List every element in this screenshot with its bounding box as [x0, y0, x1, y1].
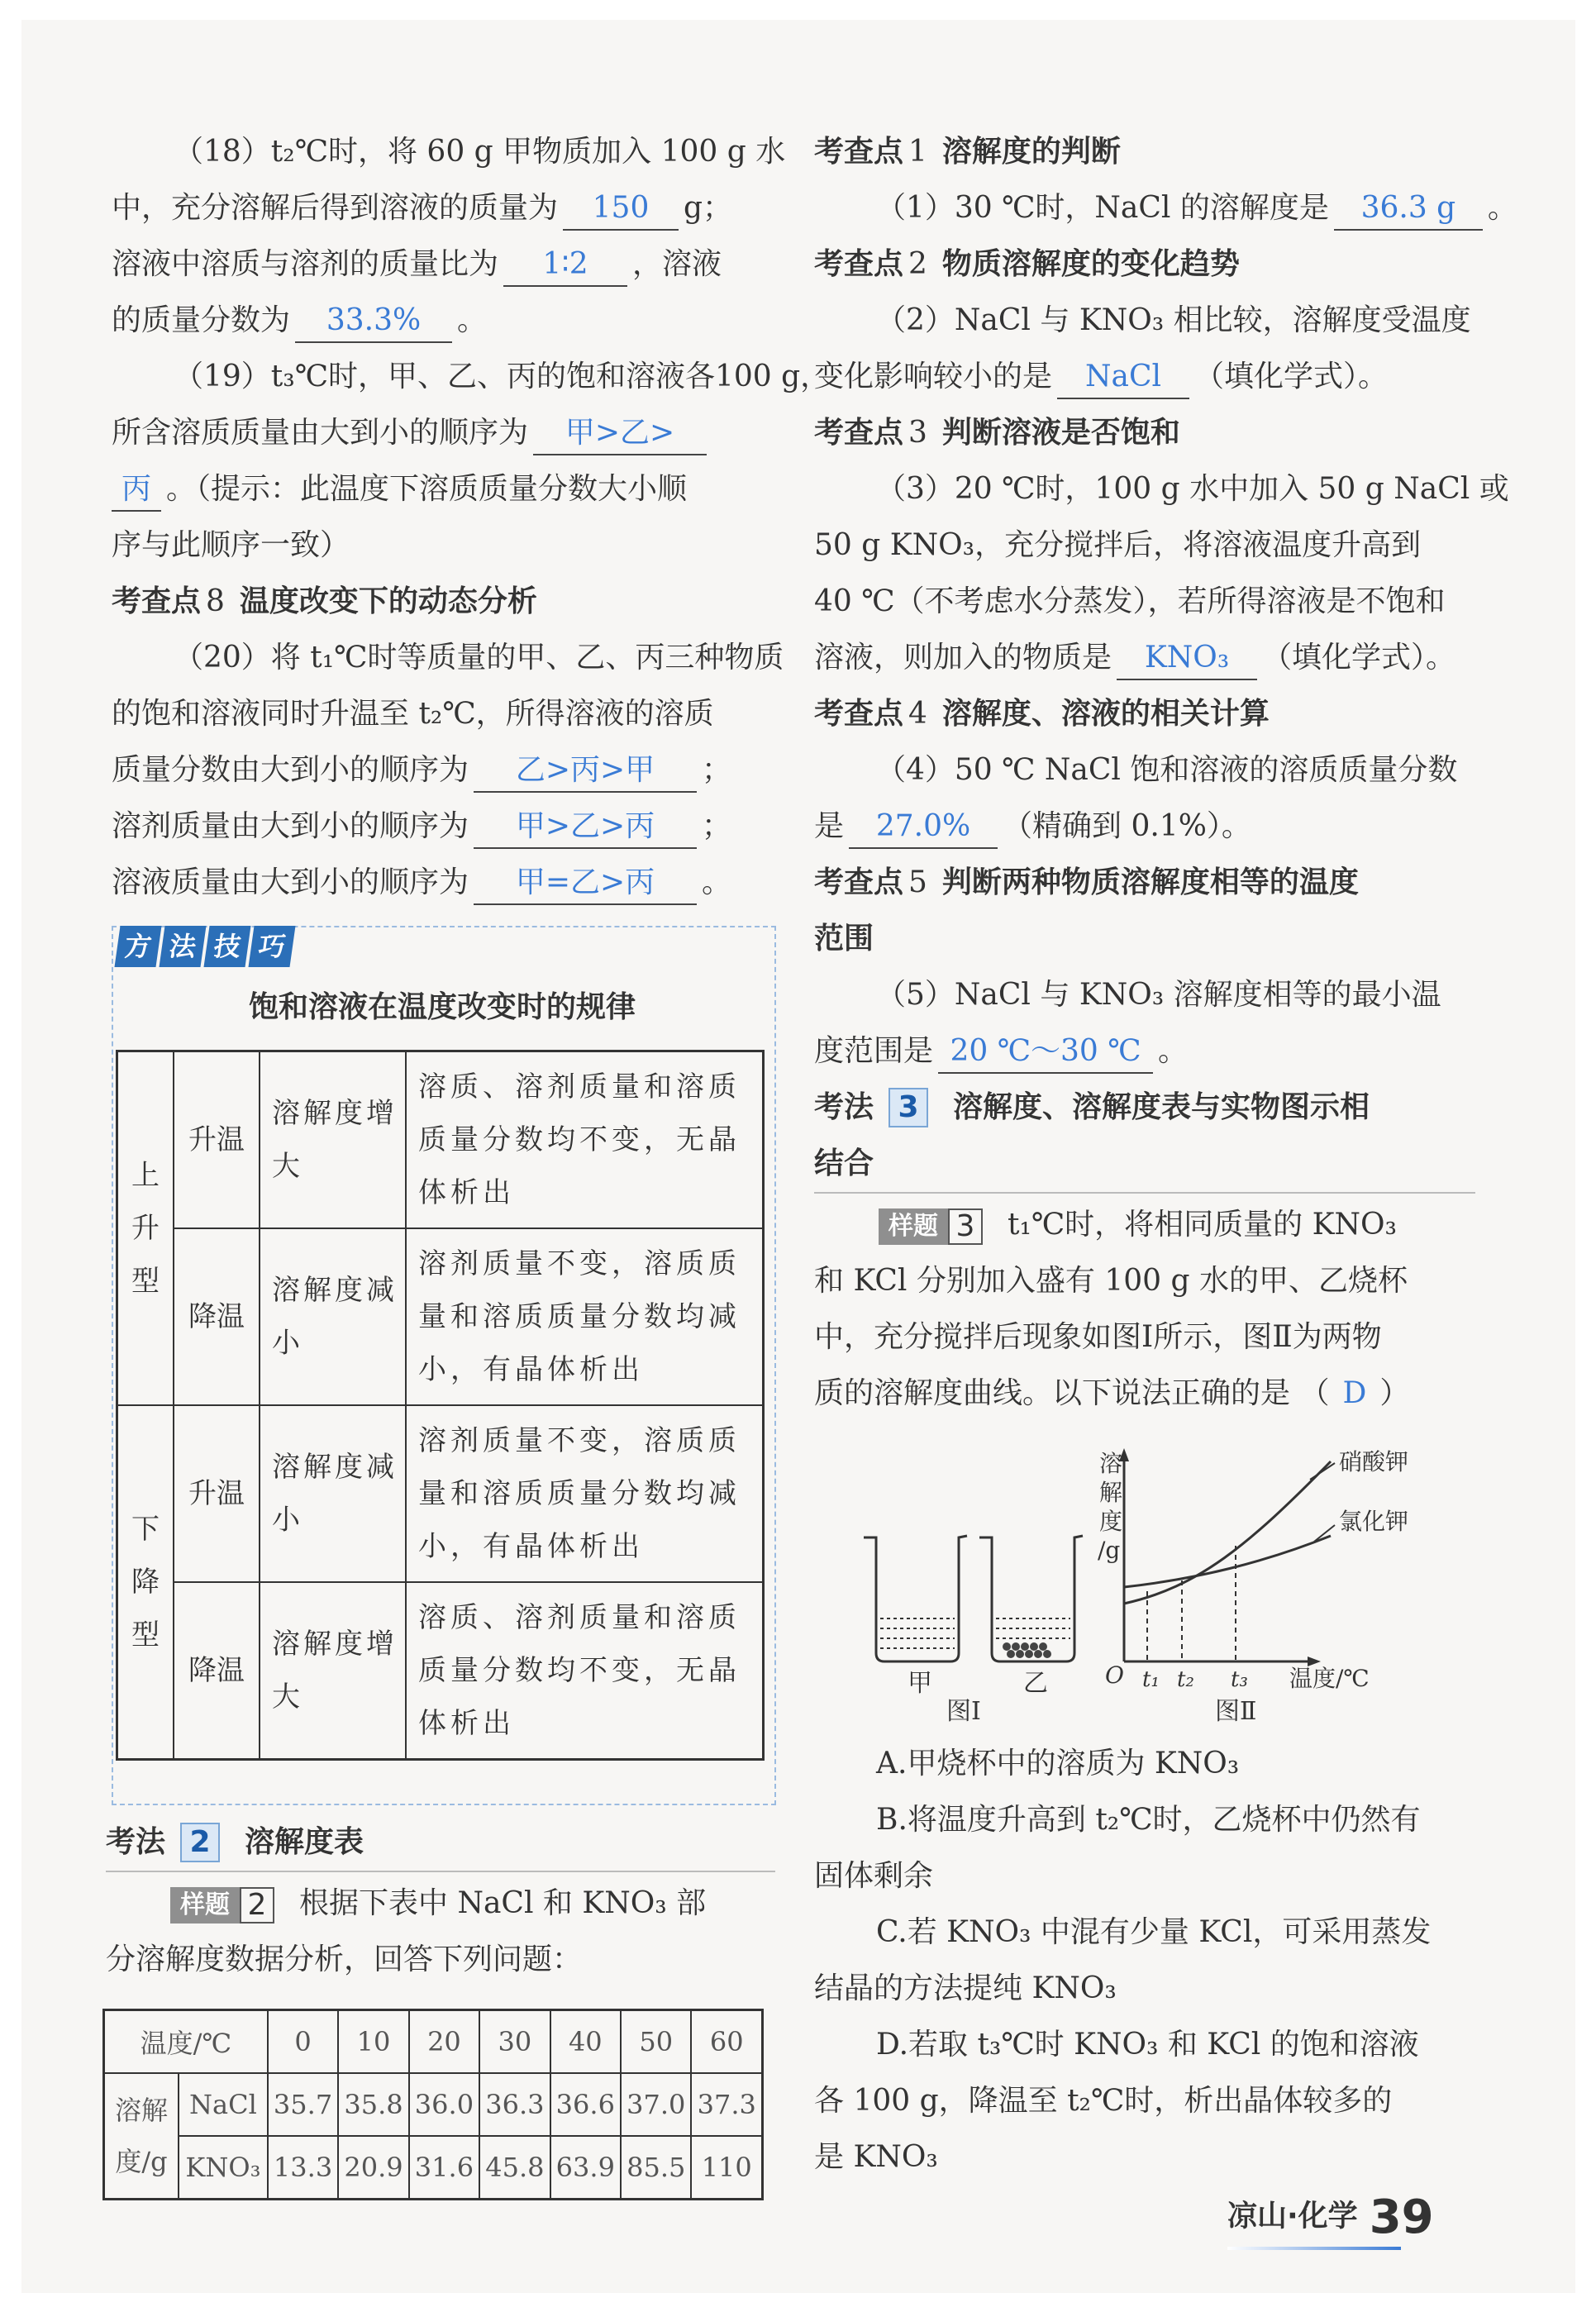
header-cell: 40 — [550, 2010, 621, 2074]
table-row — [117, 1405, 764, 1582]
sample-badge: 样题 — [879, 1208, 948, 1245]
q19-line2: 所含溶质质量由大到小的顺序为 甲>乙> — [112, 405, 777, 461]
method3-heading-cont: 结合 — [814, 1136, 1475, 1194]
kcl-curve — [1124, 1536, 1331, 1587]
y-label: 解 — [1099, 1479, 1123, 1506]
sample3-line3: 中，充分搅拌后现象如图Ⅰ所示，图Ⅱ为两物 — [814, 1320, 1382, 1354]
sample2-line2: 分溶解度数据分析，回答下列问题： — [106, 1943, 583, 1976]
beaker-jia — [864, 1536, 967, 1661]
q20-answer-2: 甲>乙>丙 — [474, 806, 697, 849]
q4-line1: （4）50 ℃ NaCl 饱和溶液的溶质质量分数 — [876, 753, 1458, 787]
left-column — [112, 124, 831, 911]
q3-line4: 溶液，则加入的物质是 KNO₃ （填化学式）。 — [814, 630, 1475, 686]
value-cell: 35.7 — [268, 2073, 338, 2136]
value-cell: 63.9 — [550, 2136, 621, 2200]
q19-answer-part1: 甲>乙> — [533, 412, 707, 455]
table-row — [104, 2136, 763, 2200]
q20-line5: 溶液质量由大到小的顺序为 甲=乙>丙 。 — [112, 855, 777, 911]
kno3-pointer — [1310, 1463, 1335, 1480]
table-row — [117, 1051, 764, 1229]
sample3-line2: 和 KCl 分别加入盛有 100 g 水的甲、乙烧杯 — [814, 1264, 1408, 1298]
sol-cell: 溶解度减小 — [260, 1405, 406, 1582]
kp2-heading: 考查点 2 物质溶解度的变化趋势 — [814, 247, 1240, 281]
beaker-label: 乙 — [1023, 1669, 1048, 1698]
q18-line2: 中，充分溶解后得到溶液的质量为 150 g； — [112, 180, 777, 236]
tips-badge-char: 巧 — [248, 926, 295, 967]
t1-label: t₁ — [1142, 1667, 1160, 1692]
header-cell: 20 — [409, 2010, 479, 2074]
right-column — [814, 124, 1517, 1422]
tips-title: 饱和溶液在温度改变时的规律 — [248, 990, 636, 1024]
option-d-line2: 各 100 g，降温至 t₂℃时，析出晶体较多的 — [814, 2084, 1393, 2118]
q2-line2: 变化影响较小的是 NaCl （填化学式）。 — [814, 349, 1475, 405]
effect-cell: 溶质、溶剂质量和溶质质量分数均不变，无晶体析出 — [406, 1051, 764, 1229]
header-cell: 10 — [338, 2010, 408, 2074]
figure-solubility — [851, 1438, 1496, 1736]
undissolved-solid — [1003, 1642, 1051, 1658]
q18-line1: （18）t₂℃时，将 60 g 甲物质加入 100 g 水 — [174, 135, 786, 169]
op-cell: 降温 — [174, 1582, 260, 1760]
q20-line4: 溶剂质量由大到小的顺序为 甲>乙>丙 ； — [112, 798, 777, 855]
sample3-answer: D — [1342, 1376, 1367, 1410]
q2-answer: NaCl — [1057, 356, 1189, 399]
figure-caption: 图Ⅱ — [1215, 1697, 1257, 1726]
solubility-graph — [1098, 1448, 1408, 1726]
q18-line4: 的质量分数为 33.3% 。 — [112, 293, 777, 349]
page-footer — [1227, 2190, 1434, 2244]
kp1-heading: 考查点 1 溶解度的判断 — [814, 135, 1121, 169]
beaker-label: 甲 — [908, 1669, 932, 1698]
method-tips-badge — [117, 926, 293, 967]
kno3-label: 硝酸钾 — [1339, 1448, 1409, 1475]
q4-answer: 27.0% — [849, 806, 998, 849]
header-cell: 30 — [479, 2010, 550, 2074]
option-d-line1: D.若取 t₃℃时 KNO₃ 和 KCl 的饱和溶液 — [876, 2028, 1419, 2062]
q3-line1: （3）20 ℃时，100 g 水中加入 50 g NaCl 或 — [876, 472, 1509, 506]
q18-answer-1: 150 — [563, 188, 679, 231]
page-number: 39 — [1369, 2190, 1434, 2244]
sample3-line4: 质的溶解度曲线。以下说法正确的是 （ D ） — [814, 1376, 1410, 1410]
options-block — [814, 1736, 1475, 2186]
table-header-row — [104, 2010, 763, 2074]
q2-line1: （2）NaCl 与 KNO₃ 相比较，溶解度受温度 — [876, 303, 1471, 337]
solubility-table — [102, 2009, 764, 2200]
figure-caption: 图Ⅰ — [946, 1697, 981, 1726]
method2-section — [106, 1814, 775, 1988]
value-cell: 37.0 — [621, 2073, 691, 2136]
kp4-heading: 考查点 4 溶解度、溶液的相关计算 — [814, 697, 1270, 731]
option-a: A.甲烧杯中的溶质为 KNO₃ — [876, 1747, 1240, 1780]
sol-cell: 溶解度减小 — [260, 1228, 406, 1405]
group-type-falling: 下 降 型 — [117, 1405, 174, 1760]
table-row — [117, 1228, 764, 1405]
option-c-line1: C.若 KNO₃ 中混有少量 KCl，可采用蒸发 — [876, 1915, 1432, 1949]
sample2-line1: 样题 2 根据下表中 NaCl 和 KNO₃ 部 — [106, 1876, 775, 1932]
value-cell: 20.9 — [338, 2136, 408, 2200]
value-cell: 36.6 — [550, 2073, 621, 2136]
q19-answer-part2: 丙 — [112, 469, 161, 512]
op-cell: 升温 — [174, 1405, 260, 1582]
footer-region: 凉山·化学 — [1227, 2199, 1358, 2233]
option-d-line3: 是 KNO₃ — [814, 2140, 938, 2174]
header-cell: 0 — [268, 2010, 338, 2074]
q1-line: （1）30 ℃时，NaCl 的溶解度是 36.3 g 。 — [814, 180, 1475, 236]
method3-heading: 考法 3 溶解度、溶解度表与实物图示相 — [814, 1080, 1475, 1136]
q20-answer-3: 甲=乙>丙 — [474, 862, 697, 905]
origin-label: O — [1105, 1661, 1124, 1689]
header-cell: 50 — [621, 2010, 691, 2074]
tips-badge-char: 技 — [203, 926, 250, 967]
op-cell: 升温 — [174, 1051, 260, 1229]
kp5-heading-cont: 范围 — [814, 922, 874, 956]
sample-badge: 样题 — [170, 1887, 240, 1923]
value-cell: 110 — [691, 2136, 762, 2200]
value-cell: 35.8 — [338, 2073, 408, 2136]
q4-line2: 是 27.0% （精确到 0.1%）。 — [814, 798, 1475, 855]
method2-heading: 考法 2 溶解度表 — [106, 1814, 775, 1872]
q19-line4: 序与此顺序一致） — [112, 528, 350, 562]
kp8-heading: 考查点 8 温度改变下的动态分析 — [112, 584, 537, 618]
option-b-line1: B.将温度升高到 t₂℃时，乙烧杯中仍然有 — [876, 1803, 1421, 1837]
q18-answer-3: 33.3% — [295, 300, 452, 343]
beaker-yi — [979, 1536, 1083, 1661]
table-row — [117, 1582, 764, 1760]
saturation-rule-table — [116, 1050, 765, 1761]
q18-line3: 溶液中溶质与溶剂的质量比为 1∶2 ，溶液 — [112, 236, 777, 293]
value-cell: 37.3 — [691, 2073, 762, 2136]
header-cell: 温度/℃ — [104, 2010, 268, 2074]
q20-line1: （20）将 t₁℃时等质量的甲、乙、丙三种物质 — [174, 641, 784, 675]
kp3-heading: 考查点 3 判断溶液是否饱和 — [814, 416, 1180, 450]
q19-line1: （19）t₃℃时，甲、乙、丙的饱和溶液各100 g， — [174, 360, 831, 393]
row-label-cell: 溶解度/g — [104, 2073, 179, 2200]
t2-label: t₂ — [1177, 1667, 1194, 1692]
header-cell: 60 — [691, 2010, 762, 2074]
q3-line3: 40 ℃（不考虑水分蒸发），若所得溶液是不饱和 — [814, 584, 1446, 618]
effect-cell: 溶剂质量不变，溶质质量和溶质质量分数均减小，有晶体析出 — [406, 1405, 764, 1582]
option-b-line2: 固体剩余 — [814, 1859, 934, 1893]
value-cell: 36.0 — [409, 2073, 479, 2136]
q5-line2: 度范围是 20 ℃～30 ℃ 。 — [814, 1023, 1475, 1080]
kcl-label: 氯化钾 — [1339, 1508, 1409, 1535]
group-type-rising: 上 升 型 — [117, 1051, 174, 1406]
substance-cell: NaCl — [179, 2073, 268, 2136]
kp5-heading: 考查点 5 判断两种物质溶解度相等的温度 — [814, 865, 1359, 899]
value-cell: 85.5 — [621, 2136, 691, 2200]
y-label: /g — [1098, 1537, 1121, 1564]
q5-line1: （5）NaCl 与 KNO₃ 溶解度相等的最小温 — [876, 978, 1441, 1012]
sol-cell: 溶解度增大 — [260, 1051, 406, 1229]
q1-answer: 36.3 g — [1334, 188, 1483, 231]
x-label: 温度/℃ — [1289, 1665, 1370, 1692]
y-label: 度 — [1099, 1508, 1123, 1535]
q20-answer-1: 乙>丙>甲 — [474, 750, 697, 793]
t3-label: t₃ — [1231, 1667, 1248, 1692]
value-cell: 45.8 — [479, 2136, 550, 2200]
effect-cell: 溶剂质量不变，溶质质量和溶质质量分数均减小，有晶体析出 — [406, 1228, 764, 1405]
op-cell: 降温 — [174, 1228, 260, 1405]
q20-line3: 质量分数由大到小的顺序为 乙>丙>甲 ； — [112, 742, 777, 798]
q18-answer-2: 1∶2 — [503, 244, 627, 287]
q3-line2: 50 g KNO₃，充分搅拌后，将溶液温度升高到 — [814, 528, 1422, 562]
q20-line2: 的饱和溶液同时升温至 t₂℃，所得溶液的溶质 — [112, 697, 714, 731]
value-cell: 31.6 — [409, 2136, 479, 2200]
q5-answer: 20 ℃～30 ℃ — [938, 1031, 1153, 1074]
q3-answer: KNO₃ — [1117, 637, 1257, 680]
tips-badge-char: 法 — [159, 926, 206, 967]
effect-cell: 溶质、溶剂质量和溶质质量分数均不变，无晶体析出 — [406, 1582, 764, 1760]
sample3-line1: 样题 3 t₁℃时，将相同质量的 KNO₃ — [814, 1197, 1475, 1253]
value-cell: 36.3 — [479, 2073, 550, 2136]
table-row — [104, 2073, 763, 2136]
substance-cell: KNO₃ — [179, 2136, 268, 2200]
y-label: 溶 — [1099, 1450, 1123, 1477]
sol-cell: 溶解度增大 — [260, 1582, 406, 1760]
q19-line3: 丙 。（提示：此温度下溶质质量分数大小顺 — [112, 461, 777, 517]
footer-underline — [1227, 2247, 1401, 2250]
value-cell: 13.3 — [268, 2136, 338, 2200]
option-c-line2: 结晶的方法提纯 KNO₃ — [814, 1971, 1117, 2005]
tips-badge-char: 方 — [114, 926, 161, 967]
